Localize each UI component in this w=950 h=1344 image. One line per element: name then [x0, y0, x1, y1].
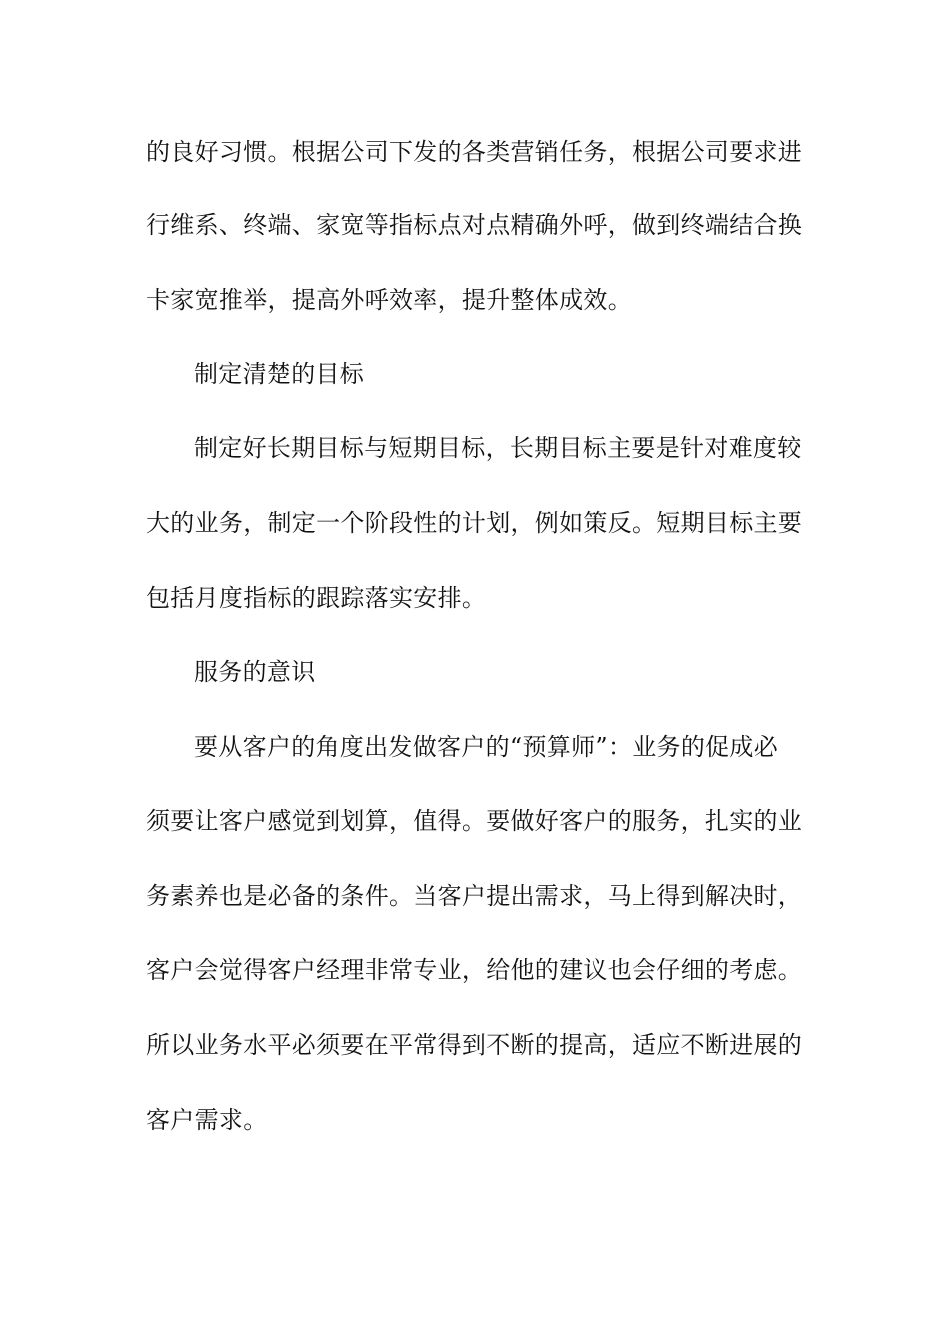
section-heading: 制定清楚的目标 [194, 360, 365, 388]
paragraph-line: 要从客户的角度出发做客户的“预算师”：业务的促成必 [194, 733, 779, 761]
paragraph-line: 大的业务，制定一个阶段性的计划，例如策反。短期目标主要 [146, 509, 803, 537]
paragraph-line: 的良好习惯。根据公司下发的各类营销任务，根据公司要求进 [146, 138, 803, 166]
paragraph-line: 卡家宽推举，提高外呼效率，提升整体成效。 [146, 286, 632, 314]
paragraph-line: 行维系、终端、家宽等指标点对点精确外呼，做到终端结合换 [146, 211, 803, 239]
paragraph-line: 包括月度指标的跟踪落实安排。 [146, 584, 487, 612]
paragraph-line: 须要让客户感觉到划算，值得。要做好客户的服务，扎实的业 [146, 807, 803, 835]
paragraph-line: 制定好长期目标与短期目标，长期目标主要是针对难度较 [194, 434, 802, 462]
paragraph-line: 务素养也是必备的条件。当客户提出需求，马上得到解决时， [146, 882, 803, 910]
paragraph-line: 所以业务水平必须要在平常得到不断的提高，适应不断进展的 [146, 1031, 803, 1059]
paragraph-line: 客户会觉得客户经理非常专业，给他的建议也会仔细的考虑。 [146, 956, 803, 984]
section-heading: 服务的意识 [194, 658, 316, 686]
paragraph-line: 客户需求。 [146, 1106, 268, 1134]
